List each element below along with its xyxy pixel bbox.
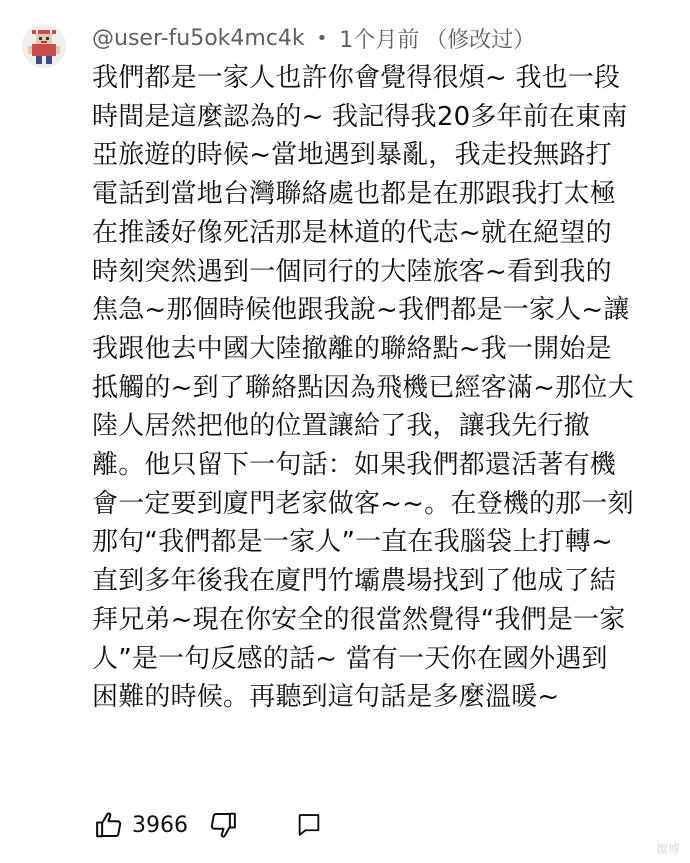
header-separator: •: [316, 27, 328, 49]
like-button[interactable]: [92, 808, 126, 842]
edited-label: （修改过）: [425, 27, 536, 53]
like-count: 3966: [132, 812, 188, 838]
dislike-button[interactable]: [206, 808, 240, 842]
comment-line: 時間是這麼認為的~ 我記得我20多年前在東南: [92, 101, 628, 132]
comment-line: 那句“我們都是一家人”一直在我腦袋上打轉~: [92, 527, 613, 558]
comment-line: 在推諉好像死活那是林道的代志~就在絕望的: [92, 217, 612, 248]
comment-line: 電話到當地台灣聯絡處也都是在那跟我打太極: [92, 179, 617, 210]
comment-line: 抵觸的~到了聯絡點因為飛機已經客滿~那位大: [92, 372, 634, 403]
thumbs-down-icon: [208, 810, 238, 840]
comment-line: 陸人居然把他的位置讓給了我，讓我先行撤: [92, 411, 590, 442]
comment-line: 離。他只留下一句話：如果我們都還活著有機: [92, 450, 617, 481]
comment-line: 焦急~那個時候他跟我說~我們都是一家人~讓: [92, 295, 630, 326]
comment-text: [92, 59, 652, 717]
reply-button[interactable]: [292, 808, 326, 842]
comment-line: 我跟他去中國大陸撤離的聯絡點~我一開始是: [92, 333, 612, 364]
comment-line: 直到多年後我在廈門竹壩農場找到了他成了結: [92, 566, 617, 597]
comment-line: 亞旅遊的時候~當地遇到暴亂，我走投無路打: [92, 140, 612, 171]
username[interactable]: @user-fu5ok4mc4k: [92, 25, 305, 51]
reply-comment-icon: [295, 811, 323, 839]
comment-line: 拜兄弟~現在你安全的很當然覺得“我們是一家: [92, 604, 626, 635]
comment-line: 我們都是一家人也許你會覺得很煩~ 我也一段: [92, 63, 621, 93]
comment-line: 會一定要到廈門老家做客~~。在登機的那一刻: [92, 488, 634, 519]
comment-line: 困難的時候。再聽到這句話是多麼溫暖~: [92, 682, 560, 713]
comment-header: [92, 22, 535, 54]
comment-line: 人”是一句反感的話~ 當有一天你在國外遇到: [92, 643, 608, 674]
thumbs-up-icon: [94, 810, 124, 840]
user-avatar[interactable]: [22, 24, 66, 68]
watermark: 微博: [655, 842, 680, 856]
pixel-avatar-icon: [22, 24, 66, 68]
comment-timestamp[interactable]: 1个月前: [339, 27, 420, 53]
comment-line: 時刻突然遇到一個同行的大陸旅客~看到我的: [92, 256, 612, 287]
comment-actions: [92, 808, 326, 842]
